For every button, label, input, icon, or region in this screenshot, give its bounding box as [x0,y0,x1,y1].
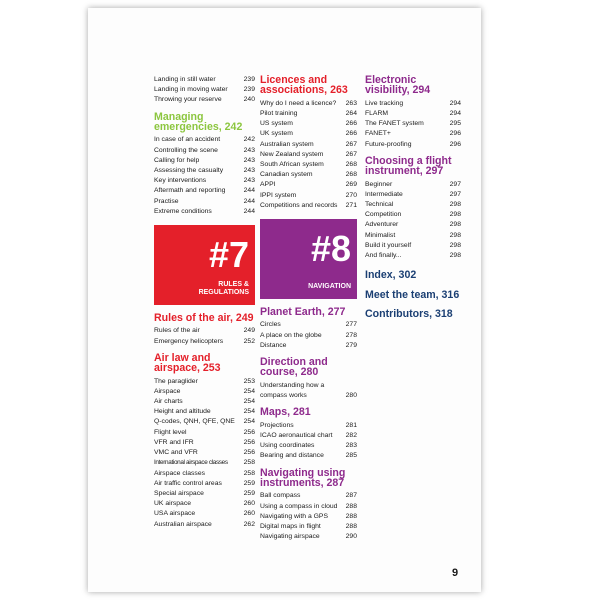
toc-entry-page: 268 [345,161,357,169]
toc-entry-title: Landing in still water [154,76,216,83]
toc-entry-page: 287 [345,492,357,500]
toc-entry-title: Digital maps in flight [260,522,321,530]
toc-entry [365,180,461,190]
toc-entry-title: Australian airspace [154,520,212,528]
toc-entry-page: 277 [345,321,357,329]
toc-entry-page: 258 [243,459,255,467]
toc-entry [154,75,255,85]
chapter-label: NAVIGATION [308,283,351,291]
toc-list [260,99,357,211]
toc-entry [260,331,357,341]
toc-column-2 [260,75,357,542]
toc-entry-page: 260 [243,500,255,508]
toc-entry [154,428,255,438]
toc-list [260,320,357,351]
toc-entry [365,190,461,200]
toc-list [260,491,357,542]
toc-entry [154,417,255,427]
toc-entry-page: 256 [243,428,255,436]
toc-entry [154,146,255,156]
toc-entry-page: 266 [345,130,357,138]
toc-entry-page: 267 [345,150,357,158]
toc-entry-title: Build it yourself [365,241,412,249]
chapter-8-block [260,219,357,299]
toc-entry [260,320,357,330]
toc-entry-title: Future-proofing [365,140,412,148]
toc-entry-page: 240 [243,96,255,104]
toc-entry [154,156,255,166]
toc-entry-title: Using a compass in cloud [260,502,338,510]
toc-entry-page: 243 [243,177,255,185]
chapter-label: RULES & REGULATIONS [198,281,249,297]
toc-entry-title: Landing in moving water [154,86,228,94]
toc-entry [365,241,461,251]
toc-entry-page: 266 [345,120,357,128]
toc-entry [260,170,357,180]
toc-entry [260,491,357,501]
toc-entry-title: UK system [260,130,293,138]
toc-entry-page: 298 [449,221,461,229]
toc-entry-page: 267 [345,140,357,148]
toc-entry-title: Calling for help [154,156,200,164]
toc-entry [154,407,255,417]
toc-entry-page: 262 [243,520,255,528]
toc-entry-page: 263 [345,99,357,107]
toc-entry-title: Understanding how a compass works [260,381,325,400]
toc-entry-title: Key interventions [154,177,207,185]
toc-entry-page: 278 [345,331,357,339]
toc-entry-title: Competition [365,211,402,219]
toc-entry-page: 298 [449,241,461,249]
toc-entry [154,397,255,407]
toc-entry [365,99,461,109]
toc-entry-title: FLARM [365,110,389,118]
section-title-maps: Maps, 281 [260,406,311,419]
toc-entry [260,451,357,461]
toc-entry-page: 285 [345,452,357,460]
toc-list [260,421,357,462]
toc-entry-page: 298 [449,211,461,219]
toc-entry-title: Controlling the scene [154,146,218,154]
toc-entry [260,512,357,522]
toc-entry-page: 298 [449,201,461,209]
toc-entry-title: Aftermath and reporting [154,187,226,195]
toc-entry-page: 244 [243,207,255,215]
toc-entry-page: 258 [243,469,255,477]
toc-entry-page: 249 [243,327,255,335]
toc-entry [260,431,357,441]
toc-entry-title: Rules of the air [154,327,200,335]
toc-entry-title: Australian system [260,140,314,148]
toc-list [154,377,255,530]
toc-entry [154,337,255,347]
toc-entry-page: 288 [345,512,357,520]
toc-entry [260,532,357,542]
toc-entry-title: FANET+ [365,130,391,138]
chapter-number: #7 [208,234,249,276]
toc-entry [154,489,255,499]
toc-entry-title: New Zealand system [260,150,324,158]
toc-entry-title: The paraglider [154,377,198,385]
toc-entry-page: 288 [345,522,357,530]
toc-entry-page: 281 [345,421,357,429]
toc-entry-title: Ball compass [260,492,301,500]
toc-entry-title: South African system [260,161,324,169]
toc-entry-page: 259 [243,489,255,497]
toc-entry-title: Airspace classes [154,469,205,477]
toc-entry [154,509,255,519]
toc-entry [260,119,357,129]
toc-entry-title: Intermediate [365,190,403,198]
toc-entry-title: Height and altitude [154,408,211,416]
toc-entry [260,150,357,160]
toc-entry-title: Projections [260,421,294,429]
toc-entry-page: 239 [243,76,255,83]
toc-entry [154,85,255,95]
toc-entry [154,458,255,468]
toc-entry-title: Air traffic control areas [154,479,222,487]
toc-entry-title: A place on the globe [260,331,322,339]
section-title-navigating-instruments: Navigating using instruments, 287 [260,466,346,489]
toc-list [154,135,255,217]
toc-entry-page: 254 [243,418,255,426]
toc-entry [260,129,357,139]
toc-entry-title: Emergency helicopters [154,337,224,345]
toc-entry-title: And finally... [365,252,402,260]
toc-entry-title: USA airspace [154,510,196,518]
toc-entry-page: 244 [243,187,255,195]
toc-list [154,75,255,106]
toc-entry-title: The FANET system [365,120,424,128]
toc-entry-page: 288 [345,502,357,510]
toc-entry-page: 264 [345,110,357,118]
section-title-choosing-instrument: Choosing a flight instrument, 297 [365,154,452,178]
section-title-contributors: Contributors, 318 [365,308,453,321]
section-title-licences: Licences and associations, 263 [260,74,348,97]
toc-entry [154,166,255,176]
toc-entry [260,201,357,211]
toc-entry-page: 283 [345,442,357,450]
chapter-7-block [154,225,255,305]
toc-entry-page: 256 [243,438,255,446]
toc-entry-title: Adventurer [365,221,399,229]
toc-entry [260,99,357,109]
toc-entry-page: 254 [243,408,255,416]
toc-list [260,381,357,401]
toc-entry [260,109,357,119]
chapter-number: #8 [310,228,351,270]
toc-column-3 [365,75,461,322]
toc-list [365,99,461,150]
toc-entry [154,176,255,186]
toc-entry-title: Extreme conditions [154,207,212,215]
toc-entry-title: VMC and VFR [154,449,198,457]
toc-entry [260,421,357,431]
toc-entry-title: APPI [260,181,276,189]
toc-entry-page: 297 [449,190,461,198]
toc-entry-page: 256 [243,449,255,457]
toc-entry-title: In case of an accident [154,136,221,144]
section-title-direction: Direction and course, 280 [260,356,328,379]
toc-entry-page: 243 [243,146,255,154]
toc-entry-page: 290 [345,533,357,541]
toc-entry-page: 296 [449,140,461,148]
toc-entry [365,200,461,210]
toc-entry [154,499,255,509]
toc-entry [260,522,357,532]
toc-entry [154,197,255,207]
section-title-electronic-visibility: Electronic visibility, 294 [365,74,431,97]
toc-entry-title: Circles [260,321,281,329]
toc-entry-page: 280 [345,392,357,400]
toc-entry-title: Q-codes, QNH, QFE, QNE [154,418,235,426]
toc-entry-page: 294 [449,110,461,118]
toc-entry-title: Canadian system [260,171,313,179]
toc-entry-title: Navigating airspace [260,533,320,541]
toc-entry [260,341,357,351]
toc-entry-title: Live tracking [365,99,404,107]
toc-entry-title: VFR and IFR [154,438,194,446]
toc-list [154,326,255,346]
toc-entry-page: 269 [345,181,357,189]
toc-entry-page: 254 [243,387,255,395]
toc-entry-page: 282 [345,431,357,439]
toc-entry-title: Minimalist [365,231,396,239]
toc-entry [260,441,357,451]
toc-entry-page: 259 [243,479,255,487]
toc-entry-title: Throwing your reserve [154,96,222,104]
toc-entry [365,251,461,261]
toc-entry-title: Beginner [365,180,393,188]
toc-entry-page: 279 [345,341,357,349]
section-title-planet-earth: Planet Earth, 277 [260,306,346,319]
toc-entry-page: 252 [243,337,255,345]
toc-entry-title: Air charts [154,398,183,406]
toc-entry [260,160,357,170]
toc-entry-title: IPPI system [260,191,297,199]
toc-entry [154,326,255,336]
page-number: 9 [452,567,459,579]
toc-entry-page: 244 [243,197,255,205]
toc-entry-title: Assessing the casualty [154,167,224,175]
toc-entry-page: 268 [345,171,357,179]
toc-entry [260,180,357,190]
toc-entry [154,438,255,448]
toc-entry-title: Distance [260,341,287,349]
toc-entry [154,479,255,489]
section-title-air-law: Air law and airspace, 253 [154,351,221,375]
toc-entry [154,448,255,458]
toc-entry-title: Airspace [154,387,181,395]
toc-entry [260,140,357,150]
toc-entry-page: 254 [243,398,255,406]
toc-entry [365,109,461,119]
toc-entry [154,469,255,479]
toc-entry-page: 298 [449,231,461,239]
toc-entry-page: 270 [345,191,357,199]
toc-entry [260,191,357,201]
toc-entry-title: Pilot training [260,110,298,118]
toc-entry [365,129,461,139]
toc-list [365,180,461,262]
toc-entry [154,207,255,217]
toc-entry [365,119,461,129]
toc-entry [365,231,461,241]
toc-entry [365,220,461,230]
section-title-rules-of-the-air: Rules of the air, 249 [154,312,254,325]
toc-entry [154,377,255,387]
toc-column-1 [154,75,255,530]
toc-entry-page: 243 [243,167,255,175]
toc-entry-title: Practise [154,197,179,205]
toc-entry-page: 243 [243,156,255,164]
toc-entry-page: 296 [449,130,461,138]
toc-entry-title: Using coordinates [260,442,315,450]
toc-entry-title: UK airspace [154,500,192,508]
toc-entry-page: 239 [243,86,255,94]
book-page [88,8,481,592]
toc-entry-title: Why do I need a licence? [260,99,337,107]
toc-entry [154,135,255,145]
toc-entry-title: Flight level [154,428,187,436]
section-title-managing-emergencies: Managing emergencies, 242 [154,110,243,134]
toc-entry-title: Competitions and records [260,201,338,209]
toc-entry-page: 295 [449,120,461,128]
toc-entry-title: US system [260,120,293,128]
toc-entry-title: ICAO aeronautical chart [260,431,333,439]
toc-entry-title: Technical [365,201,394,209]
toc-entry-title: International airspace classes [154,459,228,467]
toc-entry-page: 297 [449,180,461,188]
section-title-meet-the-team: Meet the team, 316 [365,288,460,301]
toc-entry-page: 294 [449,99,461,107]
toc-entry [260,502,357,512]
toc-entry [365,210,461,220]
toc-entry-title: Navigating with a GPS [260,512,329,520]
toc-entry [365,140,461,150]
toc-entry-page: 260 [243,510,255,518]
toc-entry [154,186,255,196]
toc-entry-page: 253 [243,377,255,385]
toc-entry [154,95,255,105]
toc-entry [260,381,357,401]
toc-entry-page: 298 [449,252,461,260]
section-title-index: Index, 302 [365,269,417,282]
toc-entry-page: 242 [243,136,255,144]
toc-entry [154,387,255,397]
toc-entry-title: Special airspace [154,489,204,497]
toc-entry-title: Bearing and distance [260,452,324,460]
toc-entry [154,520,255,530]
toc-entry-page: 271 [345,201,357,209]
